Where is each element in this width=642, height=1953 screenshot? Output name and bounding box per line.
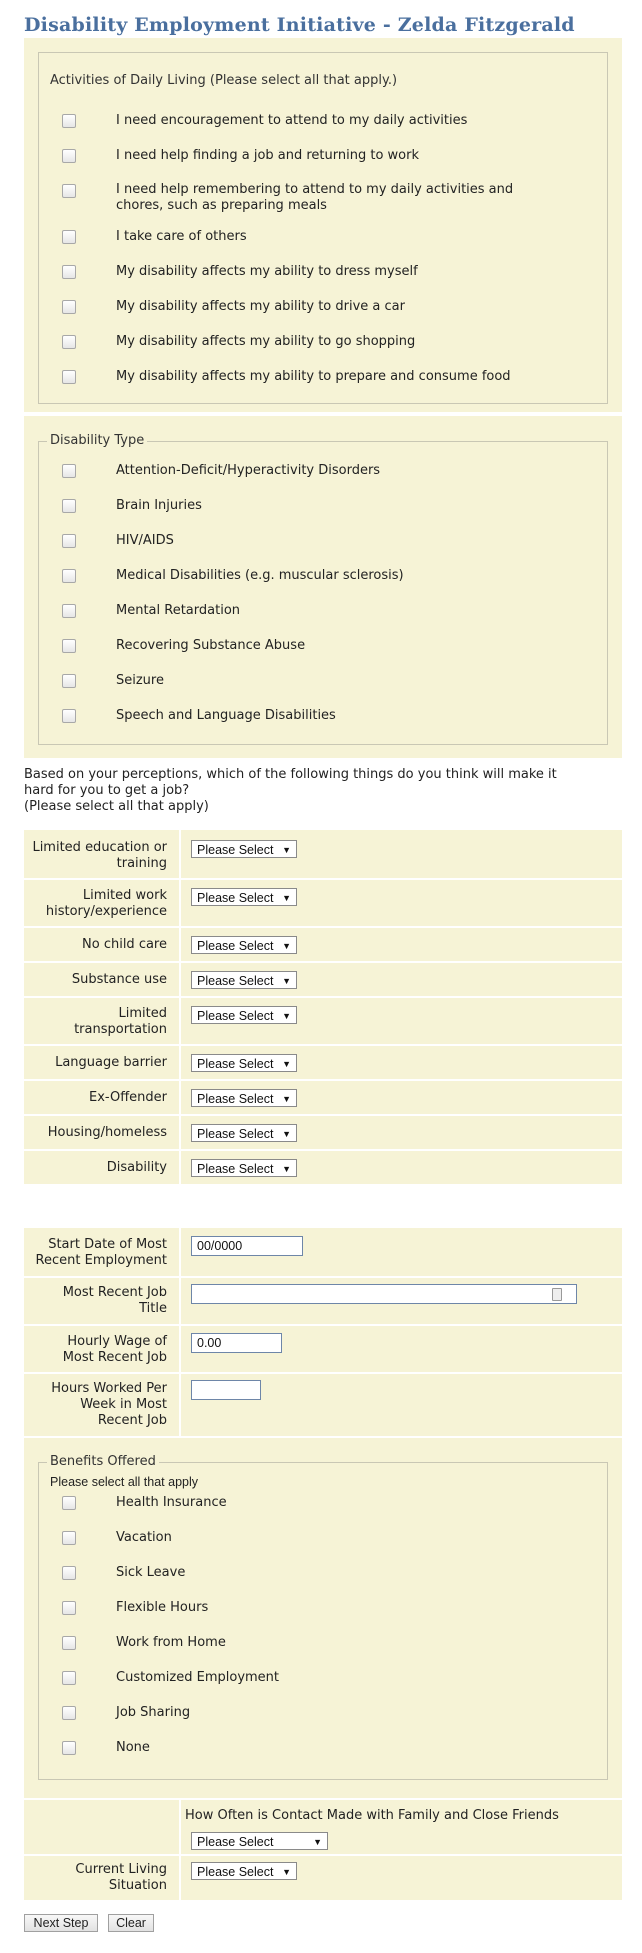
column-divider: [179, 830, 181, 1184]
clear-button[interactable]: Clear: [108, 1914, 154, 1932]
start-date-label-2: Recent Employment: [35, 1253, 167, 1268]
employment-section: [24, 1228, 622, 1900]
barrier-select-substance-use[interactable]: Please Select ▼: [191, 971, 297, 989]
checkbox-adl-6[interactable]: [62, 335, 76, 349]
table-row: [24, 1278, 622, 1324]
chevron-down-icon: ▼: [282, 1011, 291, 1021]
chevron-down-icon: ▼: [282, 1129, 291, 1139]
benefit-label-1: Vacation: [116, 1530, 172, 1545]
benefits-instruction: Please select all that apply: [50, 1475, 199, 1489]
barrier-label: Disability: [106, 1160, 167, 1175]
benefit-label-5: Customized Employment: [116, 1670, 280, 1685]
job-title-label: Most Recent Job: [62, 1285, 167, 1300]
benefit-label-4: Work from Home: [116, 1635, 226, 1650]
checkbox-adl-3[interactable]: [62, 230, 76, 244]
adl-label-1: I need help finding a job and returning to work: [116, 148, 419, 163]
adl-label-0: I need encouragement to attend to my daily activities: [116, 113, 468, 128]
checkbox-adl-0[interactable]: [62, 114, 76, 128]
disability-label-1: Brain Injuries: [116, 498, 202, 513]
contacts-autofill-icon[interactable]: [552, 1288, 562, 1301]
barrier-label: Ex-Offender: [89, 1090, 167, 1105]
adl-label-6: My disability affects my ability to go shopping: [116, 334, 416, 349]
job-title-input[interactable]: [191, 1284, 577, 1304]
disability-label-5: Recovering Substance Abuse: [116, 638, 306, 653]
barrier-label: No child care: [82, 937, 167, 952]
living-situation-select[interactable]: Please Select ▼: [191, 1862, 297, 1880]
checkbox-adl-1[interactable]: [62, 149, 76, 163]
checkbox-adl-5[interactable]: [62, 300, 76, 314]
benefit-label-6: Job Sharing: [116, 1705, 191, 1720]
chevron-down-icon: ▼: [282, 893, 291, 903]
benefit-label-7: None: [116, 1740, 150, 1755]
checkbox-benefit-5[interactable]: [62, 1671, 76, 1685]
column-divider: [179, 1800, 181, 1900]
table-row: [24, 1228, 622, 1276]
table-row: [24, 998, 622, 1044]
checkbox-disability-7[interactable]: [62, 709, 76, 723]
wage-label: Hourly Wage of: [67, 1334, 167, 1349]
checkbox-adl-4[interactable]: [62, 265, 76, 279]
benefits-panel: [24, 1438, 622, 1798]
checkbox-benefit-3[interactable]: [62, 1601, 76, 1615]
adl-legend: Activities of Daily Living (Please select all that apply.): [47, 73, 400, 88]
disability-label-6: Seizure: [116, 673, 164, 688]
barrier-label: Language barrier: [55, 1055, 167, 1070]
table-row: [24, 1856, 622, 1900]
barrier-select-housing[interactable]: Please Select ▼: [191, 1124, 297, 1142]
checkbox-benefit-4[interactable]: [62, 1636, 76, 1650]
benefit-label-0: Health Insurance: [116, 1495, 227, 1510]
adl-label-4: My disability affects my ability to dress myself: [116, 264, 418, 279]
checkbox-adl-7[interactable]: [62, 370, 76, 384]
benefit-label-2: Sick Leave: [116, 1565, 186, 1580]
checkbox-disability-2[interactable]: [62, 534, 76, 548]
chevron-down-icon: ▼: [282, 1164, 291, 1174]
table-row: [24, 963, 622, 996]
barrier-label: Limited education or: [32, 840, 167, 855]
table-row: [24, 928, 622, 961]
disability-label-7: Speech and Language Disabilities: [116, 708, 336, 723]
disability-type-fieldset: [38, 433, 608, 745]
barrier-label: Housing/homeless: [47, 1125, 167, 1140]
table-row: [24, 830, 622, 878]
table-row: [24, 1046, 622, 1079]
table-row: [24, 1081, 622, 1114]
chevron-down-icon: ▼: [313, 1837, 322, 1847]
chevron-down-icon: ▼: [282, 976, 291, 986]
checkbox-benefit-6[interactable]: [62, 1706, 76, 1720]
checkbox-adl-2[interactable]: [62, 184, 76, 198]
adl-label-7: My disability affects my ability to prepare and consume food: [116, 369, 511, 384]
table-row: [24, 1374, 622, 1436]
barriers-table: [24, 830, 622, 1184]
checkbox-disability-0[interactable]: [62, 464, 76, 478]
checkbox-disability-5[interactable]: [62, 639, 76, 653]
checkbox-disability-4[interactable]: [62, 604, 76, 618]
barrier-label: Substance use: [71, 972, 167, 987]
table-row: [24, 1326, 622, 1372]
living-situation-label-2: Situation: [108, 1878, 167, 1893]
table-row: [24, 1800, 622, 1854]
contact-question: How Often is Contact Made with Family and Close Friends: [185, 1808, 559, 1823]
checkbox-benefit-7[interactable]: [62, 1741, 76, 1755]
table-row: [24, 1151, 622, 1184]
wage-input[interactable]: 0.00: [191, 1333, 282, 1353]
adl-label-5: My disability affects my ability to drive a car: [116, 299, 405, 314]
disability-label-4: Mental Retardation: [116, 603, 241, 618]
benefit-label-3: Flexible Hours: [116, 1600, 209, 1615]
disability-type-legend: Disability Type: [47, 433, 147, 448]
barrier-label: Limited: [118, 1006, 167, 1021]
table-row: [24, 880, 622, 926]
start-date-input[interactable]: 00/0000: [191, 1236, 303, 1256]
column-divider: [179, 1228, 181, 1436]
page-title: Disability Employment Initiative - Zelda Fitzgerald: [24, 14, 575, 36]
next-step-button[interactable]: Next Step: [24, 1914, 98, 1932]
wage-label-2: Most Recent Job: [62, 1350, 167, 1365]
chevron-down-icon: ▼: [282, 1059, 291, 1069]
barrier-select-child-care[interactable]: Please Select ▼: [191, 936, 297, 954]
hours-input[interactable]: [191, 1380, 261, 1400]
checkbox-disability-6[interactable]: [62, 674, 76, 688]
contact-frequency-select[interactable]: Please Select ▼: [191, 1832, 328, 1850]
disability-label-0: Attention-Deficit/Hyperactivity Disorders: [116, 463, 381, 478]
chevron-down-icon: ▼: [282, 1867, 291, 1877]
barrier-label-2: history/experience: [45, 904, 167, 919]
job-title-label-2: Title: [139, 1301, 167, 1316]
adl-label-3: I take care of others: [116, 229, 247, 244]
barriers-question-line2: hard for you to get a job?: [24, 783, 190, 798]
barrier-select-work-history[interactable]: Please Select ▼: [191, 888, 297, 906]
chevron-down-icon: ▼: [282, 941, 291, 951]
table-row: [24, 1116, 622, 1149]
barrier-select-transportation[interactable]: Please Select ▼: [191, 1006, 297, 1024]
checkbox-disability-1[interactable]: [62, 499, 76, 513]
adl-label-2: I need help remembering to attend to my daily activities and chores, such as preparing meals: [116, 182, 514, 213]
checkbox-benefit-2[interactable]: [62, 1566, 76, 1580]
checkbox-benefit-1[interactable]: [62, 1531, 76, 1545]
disability-type-panel: [24, 416, 622, 758]
barrier-select-language[interactable]: Please Select ▼: [191, 1054, 297, 1072]
disability-label-3: Medical Disabilities (e.g. muscular sclerosis): [116, 568, 404, 583]
hours-label-3: Recent Job: [97, 1413, 167, 1428]
barrier-label-2: transportation: [74, 1022, 167, 1037]
living-situation-label: Current Living: [75, 1862, 167, 1877]
barrier-label-2: training: [116, 856, 167, 871]
barrier-select-disability[interactable]: Please Select ▼: [191, 1159, 297, 1177]
adl-fieldset: [38, 52, 608, 404]
hours-label: Hours Worked Per: [51, 1381, 167, 1396]
disability-label-2: HIV/AIDS: [116, 533, 174, 548]
checkbox-disability-3[interactable]: [62, 569, 76, 583]
barrier-select-education[interactable]: Please Select ▼: [191, 840, 297, 858]
checkbox-benefit-0[interactable]: [62, 1496, 76, 1510]
benefits-legend: Benefits Offered: [47, 1454, 159, 1469]
barrier-label: Limited work: [82, 888, 167, 903]
barriers-question-line1: Based on your perceptions, which of the following things do you think will make it: [24, 767, 557, 782]
chevron-down-icon: ▼: [282, 845, 291, 855]
barrier-select-ex-offender[interactable]: Please Select ▼: [191, 1089, 297, 1107]
chevron-down-icon: ▼: [282, 1094, 291, 1104]
adl-panel: [24, 38, 622, 412]
barriers-question-line3: (Please select all that apply): [24, 799, 209, 814]
start-date-label: Start Date of Most: [48, 1237, 167, 1252]
hours-label-2: Week in Most: [80, 1397, 167, 1412]
